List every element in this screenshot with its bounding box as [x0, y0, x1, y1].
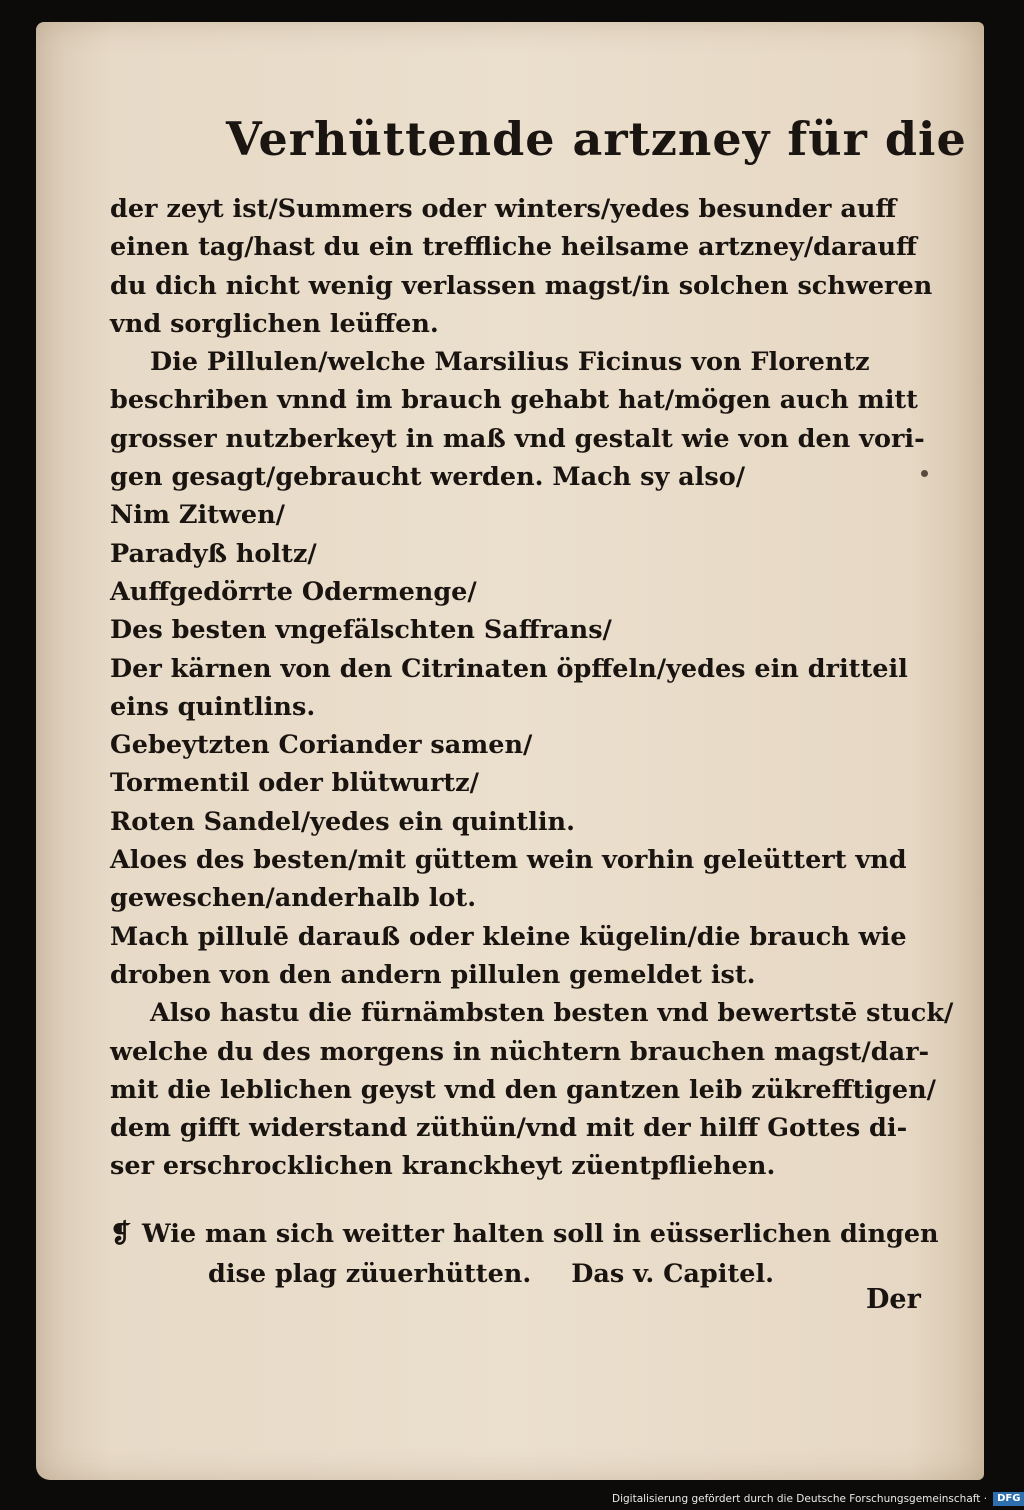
digitization-credit — [612, 1490, 1024, 1508]
text-line: der zeyt ist/Summers oder winters/yedes besunder auff — [110, 194, 897, 224]
recipe-line: Des besten vngefälschten Saffrans/ — [110, 615, 612, 646]
book-page — [36, 22, 984, 1480]
recipe-line: Gebeytzten Coriander samen/ — [110, 730, 533, 761]
recipe-line: Paradyß holtz/ — [110, 538, 317, 569]
pilcrow-icon: ❡ — [110, 1219, 132, 1249]
recipe-line: Auffgedörrte Odermenge/ — [110, 576, 477, 607]
chapter-number: Das v. Capitel. — [571, 1259, 775, 1289]
text-line: einen tag/hast du ein treffliche heilsame artzney/darauff — [110, 232, 917, 263]
text-line: Die Pillulen/welche Marsilius Ficinus von Florentz — [150, 347, 870, 378]
text-line: gen gesagt/gebraucht werden. Mach sy also/ — [110, 462, 746, 493]
body-text — [110, 190, 960, 1186]
text-line: dem gifft widerstand züthün/vnd mit der hilff Gottes di- — [110, 1113, 908, 1144]
text-line: mit die leblichen geyst vnd den gantzen leib zükrefftigen/ — [110, 1074, 936, 1105]
text-line: ser erschrocklichen kranckheyt züentpfliehen. — [110, 1151, 776, 1182]
ink-speck — [921, 470, 928, 477]
chapter-heading-line-1: Wie man sich weitter halten soll in eüsserlichen dingen — [142, 1219, 939, 1249]
recipe-line: eins quintlins. — [110, 691, 316, 722]
text-line: du dich nicht wenig verlassen magst/in solchen schweren — [110, 270, 933, 301]
dfg-logo[interactable]: DFG — [993, 1492, 1024, 1506]
catchword: Der — [866, 1284, 921, 1315]
text-line: beschriben vnnd im brauch gehabt hat/mögen auch mitt — [110, 385, 918, 416]
running-head: Verhüttende artzney für die — [226, 112, 967, 166]
recipe-line: Aloes des besten/mit güttem wein vorhin geleüttert vnd — [110, 845, 907, 876]
text-line: Also hastu die fürnämbsten besten vnd bewertstē stuck/ — [150, 998, 954, 1029]
text-line: vnd sorglichen leüffen. — [110, 308, 439, 339]
recipe-line: Roten Sandel/yedes ein quintlin. — [110, 806, 575, 837]
recipe-line: droben von den andern pillulen gemeldet ist. — [110, 959, 756, 990]
recipe-line: Tormentil oder blütwurtz/ — [110, 768, 479, 799]
credit-text: Digitalisierung gefördert durch die Deutsche Forschungsgemeinschaft · — [612, 1493, 988, 1505]
recipe-line: Nim Zitwen/ — [110, 500, 285, 531]
recipe-line: geweschen/anderhalb lot. — [110, 883, 477, 914]
chapter-heading-line-2: dise plag züuerhütten. — [208, 1259, 532, 1289]
recipe-line: Mach pillulē darauß oder kleine kügelin/die brauch wie — [110, 921, 907, 952]
text-line: welche du des morgens in nüchtern brauchen magst/dar- — [110, 1036, 930, 1067]
text-line: grosser nutzberkeyt in maß vnd gestalt wie von den vori- — [110, 423, 925, 454]
chapter-heading — [110, 1214, 960, 1294]
recipe-line: Der kärnen von den Citrinaten öpffeln/yedes ein dritteil — [110, 653, 908, 684]
